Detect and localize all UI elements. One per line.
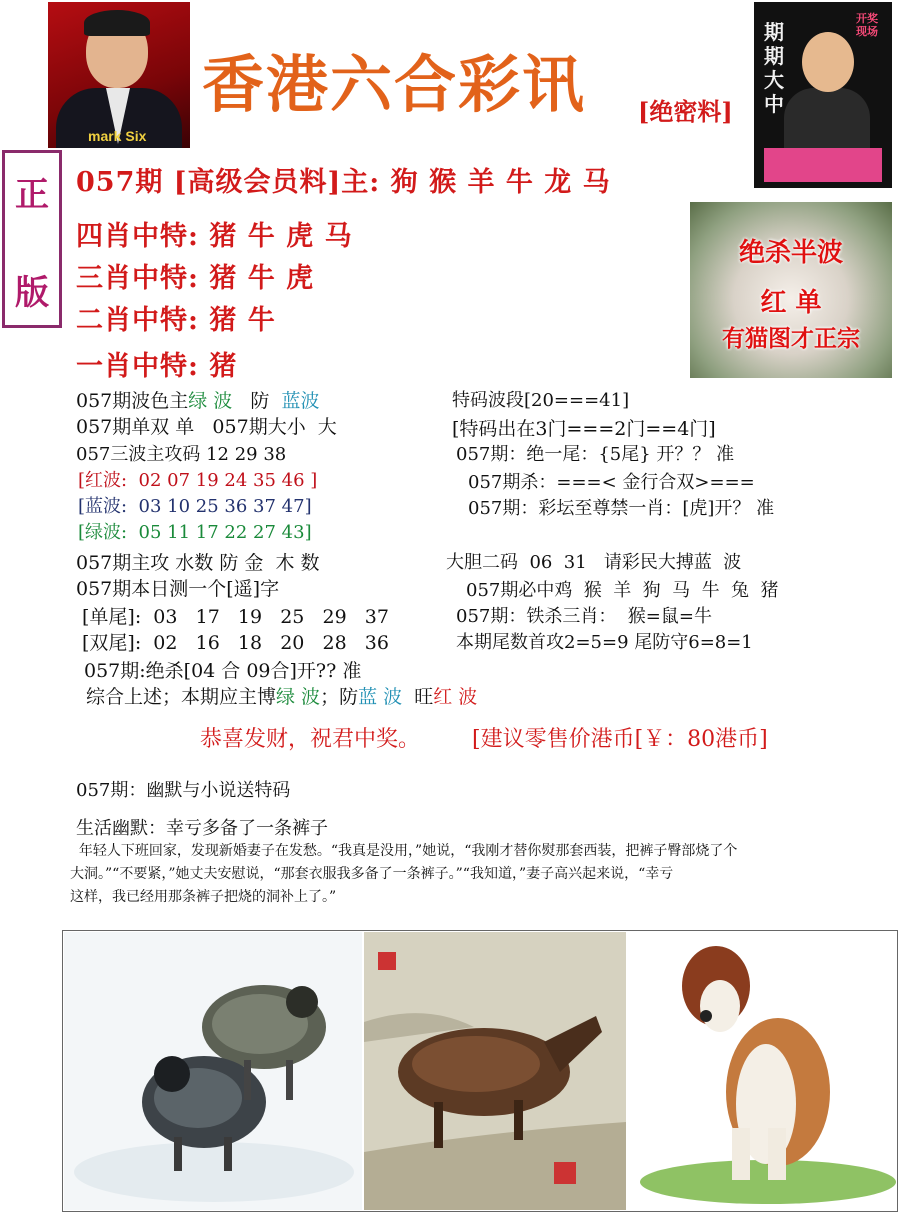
bold-two-line: 大胆二码 06 31 请彩民大搏蓝 波 <box>446 552 742 573</box>
two-zodiac-line: 二肖中特: 猪 牛 <box>76 305 276 336</box>
mark-six-logo: mark Six <box>88 128 147 144</box>
mascot-base <box>764 148 882 182</box>
host-photo <box>48 2 190 148</box>
wave-color-line <box>76 390 320 412</box>
summary-red: 红 波 <box>433 686 478 708</box>
double-tail-line: [双尾]: 02 16 18 20 28 36 <box>82 632 389 654</box>
wave-green: 绿 波 <box>188 390 233 412</box>
boar-drawing <box>364 932 626 1210</box>
page-title: 香港六合彩讯 <box>202 48 587 121</box>
congrats-text: 恭喜发财，祝君中奖。 <box>200 727 421 752</box>
mascot-body <box>784 88 870 152</box>
special-doors-line: [特码出在3门===2门==4门] <box>452 418 716 440</box>
wave-prefix: 057期波色主 <box>76 390 189 412</box>
mascot-vertical-text: 期期大中 <box>764 20 784 116</box>
page-subtitle: [绝密料] <box>638 97 733 126</box>
odd-even-line: 057期单双 单 057期大小 大 <box>76 416 337 438</box>
cat-text-1: 绝杀半波 <box>738 238 843 268</box>
summary-green: 绿 波 <box>276 686 321 708</box>
red-wave-line: [红波: 02 07 19 24 35 46 ] <box>78 470 318 491</box>
member-zodiac-line: 057期 [高级会员料]主: 狗 猴 羊 牛 龙 马 <box>76 167 611 198</box>
story-title: 生活幽默：幸亏多备了一条裤子 <box>76 818 328 839</box>
tail-attack-line: 本期尾数首攻2=5=9 尾防守6=8=1 <box>456 632 753 653</box>
edition-label <box>2 150 62 328</box>
iron-kill-line: 057期：铁杀三肖： 猴=鼠=牛 <box>456 606 712 627</box>
cat-text-2: 红 单 <box>760 288 822 318</box>
boar-painting <box>364 932 626 1210</box>
story-line-2: 大洞。”“不要紧，”她丈夫安慰说，“那套衣服我多备了一条裤子。”“我知道，”妻子高兴起来说，“幸亏 <box>70 866 674 882</box>
price-text: [建议零售价港币[￥：80港币] <box>472 727 768 752</box>
special-segment-line: 特码波段[20===41] <box>452 390 630 411</box>
humor-heading: 057期：幽默与小说送特码 <box>76 780 291 801</box>
green-wave-line: [绿波: 05 11 17 22 27 43] <box>78 522 312 543</box>
element-kill-line: 057期杀：===< 金行合双>=== <box>468 472 755 493</box>
photo-hair <box>84 10 150 36</box>
mascot-face <box>802 32 854 92</box>
summary-pre: 综合上述；本期应主博 <box>86 686 277 708</box>
dog-drawing <box>628 932 896 1210</box>
summary-line <box>86 686 477 708</box>
summary-mid: ；防 <box>320 686 359 708</box>
summary-blue: 蓝 波 <box>358 686 403 708</box>
daily-word-line: 057期本日测一个[遥]字 <box>76 578 280 600</box>
tail-line: 057期：绝一尾：{5尾} 开？？ 准 <box>456 444 735 465</box>
sheep-drawing <box>64 932 362 1210</box>
story-line-1: 年轻人下班回家，发现新婚妻子在发愁。“我真是没用，”她说，“我刚才替你熨那套西装，把裤子臀部烧了个 <box>70 843 738 859</box>
three-wave-line: 057三波主攻码 12 29 38 <box>76 444 287 465</box>
cat-text-3: 有猫图才正宗 <box>722 325 860 352</box>
mascot-tag: 开奖现场 <box>856 12 878 38</box>
edition-label-top: 正 <box>15 175 49 215</box>
summary-mid2: 旺 <box>402 686 434 708</box>
dog-painting <box>628 932 896 1210</box>
single-tail-line: [单尾]: 03 17 19 25 29 37 <box>82 606 389 628</box>
three-zodiac-line: 三肖中特: 猪 牛 虎 <box>76 263 315 294</box>
cat-image <box>690 202 892 378</box>
one-zodiac-line: 一肖中特: 猪 <box>76 351 238 382</box>
must-hit-line: 057期必中鸡 猴 羊 狗 马 牛 兔 猪 <box>466 580 779 601</box>
story-line-3: 这样，我已经用那条裤子把烧的洞补上了。” <box>70 889 337 905</box>
four-zodiac-line: 四肖中特: 猪 牛 虎 马 <box>76 221 353 252</box>
wave-blue: 蓝波 <box>281 390 320 412</box>
main-attack-line: 057期主攻 水数 防 金 木 数 <box>76 552 320 574</box>
forbid-zodiac-line: 057期：彩坛至尊禁一肖：[虎]开？ 准 <box>468 498 775 519</box>
wave-mid: 防 <box>232 390 282 412</box>
blue-wave-line: [蓝波: 03 10 25 36 37 47] <box>78 496 312 517</box>
edition-label-bottom: 版 <box>15 273 49 313</box>
sheep-painting <box>64 932 362 1210</box>
mascot-image <box>754 2 892 188</box>
kill-combo-line: 057期:绝杀[04 合 09合]开?? 准 <box>84 660 362 682</box>
